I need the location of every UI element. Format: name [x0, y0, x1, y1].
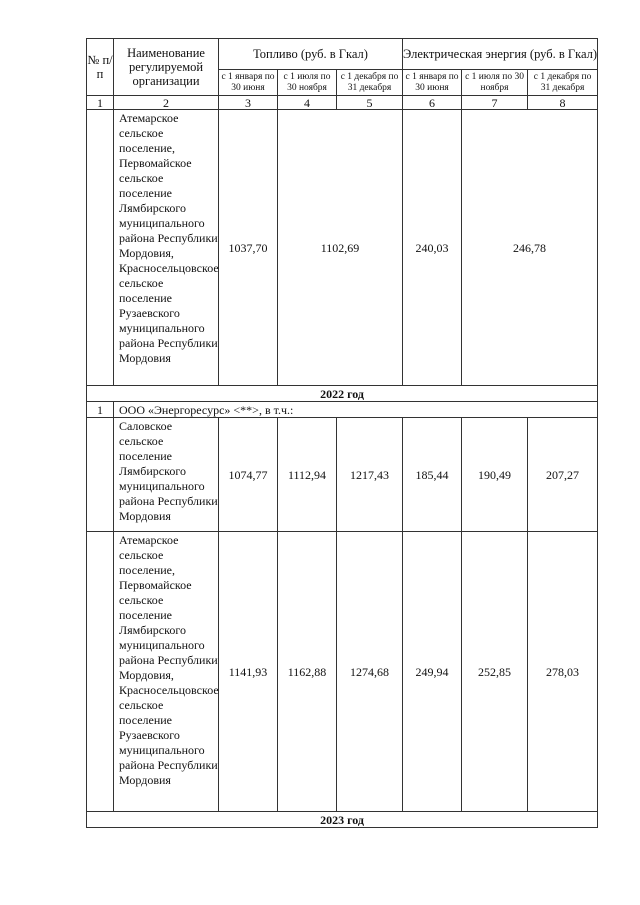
year-heading: 2022 год [87, 386, 598, 402]
fuel-value: 1037,70 [219, 110, 278, 386]
settlement-name: Саловское сельское поселение Лямбирского муниципального района Республики Мордовия [114, 418, 219, 532]
column-number: 4 [278, 96, 337, 110]
column-number: 6 [403, 96, 462, 110]
fuel-value: 1162,88 [278, 532, 337, 812]
energy-value: 278,03 [528, 532, 598, 812]
energy-value: 190,49 [462, 418, 528, 532]
organization-name: ООО «Энергоресурс» <**>, в т.ч.: [114, 402, 598, 418]
fuel-value: 1217,43 [337, 418, 403, 532]
col-no-header: № п/п [87, 39, 114, 96]
energy-value: 249,94 [403, 532, 462, 812]
column-number: 2 [114, 96, 219, 110]
tariff-table [86, 38, 598, 828]
energy-value: 185,44 [403, 418, 462, 532]
fuel-header: Топливо (руб. в Гкал) [219, 39, 403, 70]
period-header: с 1 декабря по 31 декабря [337, 70, 403, 96]
column-number: 8 [528, 96, 598, 110]
year-heading: 2023 год [87, 812, 598, 828]
energy-value: 246,78 [462, 110, 598, 386]
settlement-name: Атемарское сельское поселение, Первомайское сельское поселение Лямбирского муниципального района Республики Мордовия, Красносельцовское сельское поселение Рузаевского муниципального района Республики Мордовия [114, 532, 219, 812]
column-number: 5 [337, 96, 403, 110]
period-header: с 1 июля по 30 ноября [462, 70, 528, 96]
energy-value: 252,85 [462, 532, 528, 812]
period-header: с 1 января по 30 июня [403, 70, 462, 96]
col-name-header: Наименование регулируемой организации [114, 39, 219, 96]
fuel-value: 1141,93 [219, 532, 278, 812]
period-header: с 1 января по 30 июня [219, 70, 278, 96]
column-number: 1 [87, 96, 114, 110]
fuel-value: 1074,77 [219, 418, 278, 532]
energy-header: Электрическая энергия (руб. в Гкал) [403, 39, 598, 70]
fuel-value: 1274,68 [337, 532, 403, 812]
fuel-value: 1102,69 [278, 110, 403, 386]
period-header: с 1 декабря по 31 декабря [528, 70, 598, 96]
period-header: с 1 июля по 30 ноября [278, 70, 337, 96]
energy-value: 207,27 [528, 418, 598, 532]
column-number: 7 [462, 96, 528, 110]
row-number: 1 [87, 402, 114, 418]
settlement-name: Атемарское сельское поселение, Первомайское сельское поселение Лямбирского муниципального района Республики Мордовия, Красносельцовское сельское поселение Рузаевского муниципального района Республики Мордовия [114, 110, 219, 386]
energy-value: 240,03 [403, 110, 462, 386]
column-number: 3 [219, 96, 278, 110]
fuel-value: 1112,94 [278, 418, 337, 532]
